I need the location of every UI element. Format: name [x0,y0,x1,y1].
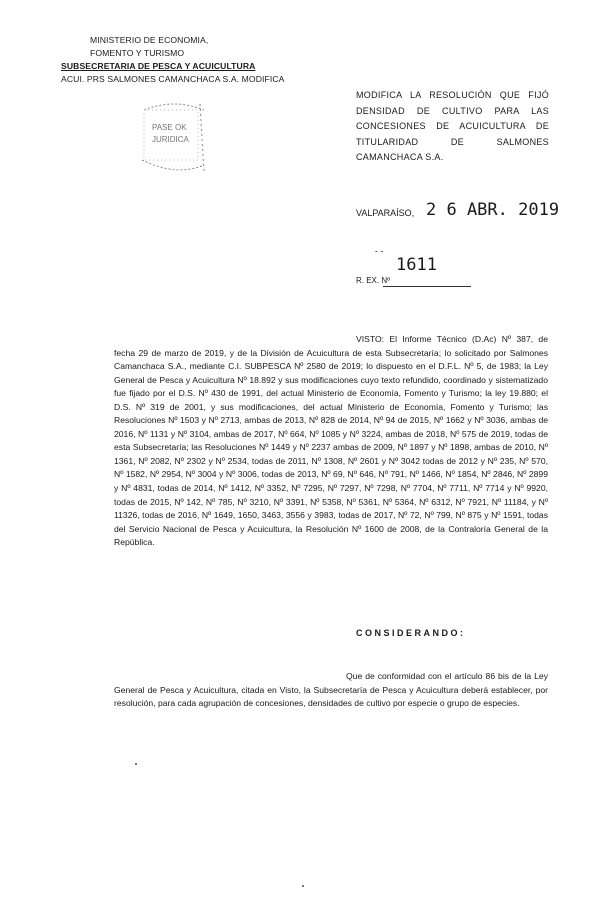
rex-label: R. EX. Nº [356,276,391,285]
rex-underline [383,286,471,287]
ministry-name: MINISTERIO DE ECONOMIA, [90,35,209,45]
document-reference: ACUI. PRS SALMONES CAMANCHACA S.A. MODIFICA [61,74,285,84]
considerando-paragraph: Que de conformidad con el artículo 86 bis de la Ley General de Pesca y Acuicultura, citada en Visto, la Subsecretaría de Pesca y Acuicultura deberá establecer, por resolución, para cada agrupación de concesiones, densidades de cultivo por especie o grupo de especies. [114,671,548,709]
subsecretaria-name: SUBSECRETARIA DE PESCA Y ACUICULTURA [61,61,256,71]
place: VALPARAÍSO, [356,208,415,218]
stamp-text-2: JURIDICA [152,135,189,144]
resolution-date: 2 6 ABR. 2019 [426,200,560,220]
resolution-subject: MODIFICA LA RESOLUCIÓN QUE FIJÓ DENSIDAD DE CULTIVO PARA LAS CONCESIONES DE ACUICULTURA DE TITULARIDAD DE SALMONES CAMANCHACA S.A. [356,90,549,162]
resolution-number: 1611 [396,255,437,275]
stamp-text-1: PASE OK [152,123,187,132]
legal-stamp [138,96,210,176]
scan-mark [135,763,137,765]
ministry-subname: FOMENTO Y TURISMO [90,48,185,58]
considerando-heading: CONSIDERANDO: [356,628,466,638]
rex-dash-mark: - - [375,246,384,256]
visto-paragraph: VISTO: El Informe Técnico (D.Ac) Nº 387, de fecha 29 de marzo de 2019, y de la División de Acuicultura de esta Subsecretaría; lo solicitado por Salmones Camanchaca S.A., mediante C.I. SUBPESCA Nº 2580 de 2019; lo dispuesto en el D.F.L. Nº 5, de 1983; la Ley General de Pesca y Acuicultura Nº 18.892 y sus modificaciones cuyo texto refundido, coordinado y sistematizado fue fijado por el D.S. Nº 430 de 1991, del actual Ministerio de Economía, Fomento y Turismo; la ley 19.880; el D.S. Nº 319 de 2001, y sus modificaciones, del actual Ministerio de Economía, Fomento y Turismo; las Resoluciones Nº 1503 y Nº 2713, ambas de 2013, Nº 828 de 2014, Nº 94 de 2015, Nº 1662 y Nº 3036, ambas de 2016, Nº 1131 y Nº 3104, ambas de 2017, Nº 664, Nº 1085 y Nº 3224, ambas de 2018, Nº 575 de 2019, todas de esta Subsecretaría; las Resoluciones Nº 1449 y Nº 2237 ambas de 2009, Nº 1897 y Nº 1898, ambas de 2010, Nº 1361, Nº 2082, Nº 2302 y Nº 2534, todas de 2011, Nº 1308, Nº 2601 y Nº 3042 todas de 2012 y Nº 235, Nº 570, Nº 1582, Nº 2954, Nº 3004 y Nº 3006, todas de 2013, Nº 69, Nº 646, Nº 791, Nº 1466, Nº 1854, Nº 2846, Nº 2899 y Nº 4831, todas de 2014, Nº 1412, Nº 3352, Nº 7295, Nº 7297, Nº 7298, Nº 7704, Nº 7711, Nº 7714 y Nº 9920, todas de 2015, Nº 142, Nº 785, Nº 3210, Nº 3391, Nº 5358, Nº 5361, Nº 5364, Nº 6312, Nº 7921, Nº 11184, y Nº 11326, todas de 2016, Nº 1649, 1650, 3463, 3556 y 3983, todas de 2017, Nº 72, Nº 799, Nº 875 y Nº 1591, todas del Servicio Nacional de Pesca y Acuicultura, la Resolución Nº 1600 de 2008, de la Contraloría General de la República. [114,334,548,548]
scan-mark [302,885,304,887]
